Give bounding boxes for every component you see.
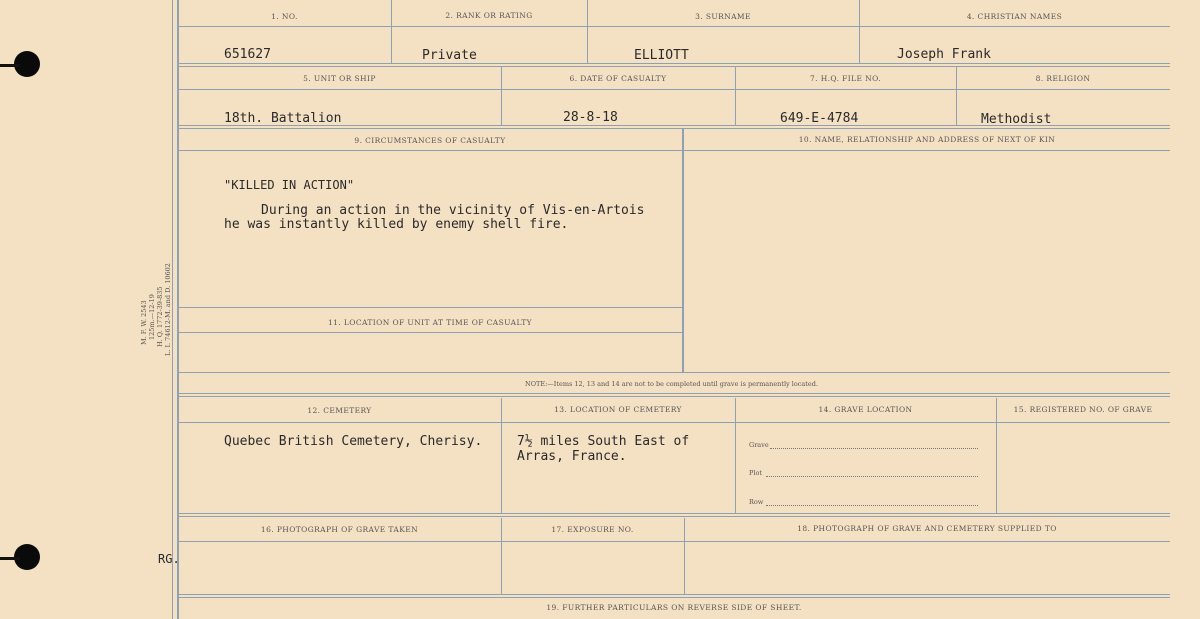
label-surname: 3. SURNAME <box>695 12 751 21</box>
value-circ-title: "KILLED IN ACTION" <box>224 178 355 192</box>
label-date: 6. DATE OF CASUALTY <box>569 74 667 83</box>
row1-div-1 <box>391 0 392 63</box>
row4-div-3 <box>996 398 997 514</box>
row-dotline <box>766 505 978 506</box>
punch-hole-top-bar <box>0 64 20 67</box>
label-exposure: 17. EXPOSURE NO. <box>551 525 634 534</box>
row4-div-2 <box>735 398 736 514</box>
row3-loc-sub <box>178 332 682 333</box>
value-circ-line2: he was instantly killed by enemy shell fire. <box>224 217 569 232</box>
note-text: NOTE:—Items 12, 13 and 14 are not to be completed until grave is permanently located. <box>525 380 818 388</box>
label-location-unit: 11. LOCATION OF UNIT AT TIME OF CASUALTY <box>328 318 532 327</box>
label-next-of-kin: 10. NAME, RELATIONSHIP AND ADDRESS OF NEXT OF KIN <box>798 135 1056 144</box>
value-cemetery: Quebec British Cemetery, Cherisy. <box>224 434 483 449</box>
label-religion: 8. RELIGION <box>1035 74 1091 83</box>
row4-sub-line <box>178 422 1170 423</box>
value-rank: Private <box>422 48 477 63</box>
label-hq-file: 7. H.Q. FILE NO. <box>809 74 882 83</box>
label-row: Row <box>749 498 764 506</box>
label-grave: Grave <box>749 441 769 449</box>
label-plot: Plot <box>749 469 762 477</box>
label-rank: 2. RANK OR RATING <box>445 11 533 20</box>
label-photo-taken: 16. PHOTOGRAPH OF GRAVE TAKEN <box>260 525 419 534</box>
row5-bottom-line <box>178 594 1170 598</box>
value-date: 28-8-18 <box>563 110 618 125</box>
side-print-1: M. F. W. 2543 <box>140 300 148 345</box>
side-print-4: L. I. 74612-M. and D. 10602 <box>164 263 172 356</box>
row3-sub-line <box>178 150 1170 151</box>
label-photo-supplied: 18. PHOTOGRAPH OF GRAVE AND CEMETERY SUPPLIED TO <box>797 524 1057 533</box>
row2-sub-line <box>178 89 1170 90</box>
row4-bottom-line <box>178 513 1170 517</box>
row3-bottom-line <box>178 372 1170 373</box>
value-circ-line1: During an action in the vicinity of Vis-en-Artois <box>261 203 645 218</box>
row1-sub-line <box>178 26 1170 27</box>
row3-center-div <box>682 129 684 372</box>
row5-sub-line <box>178 541 1170 542</box>
row4-div-1 <box>501 398 502 514</box>
value-christian: Joseph Frank <box>897 47 991 62</box>
row3-loc-top <box>178 307 682 308</box>
value-no: 651627 <box>224 47 271 62</box>
label-grave-location: 14. GRAVE LOCATION <box>818 405 913 414</box>
label-registered-no: 15. REGISTERED NO. OF GRAVE <box>1013 405 1153 414</box>
punch-hole-bottom-bar <box>0 557 20 560</box>
row1-bottom-line <box>178 63 1170 67</box>
label-unit: 5. UNIT OR SHIP <box>303 74 376 83</box>
value-surname: ELLIOTT <box>634 48 689 63</box>
value-unit: 18th. Battalion <box>224 111 342 126</box>
label-christian: 4. CHRISTIAN NAMES <box>966 12 1063 21</box>
value-loc-cem-line1: 7½ miles South East of <box>517 434 690 449</box>
label-no: 1. NO. <box>271 12 298 21</box>
note-bottom-line <box>178 393 1170 397</box>
grave-dotline <box>770 448 978 449</box>
value-loc-cem-line2: Arras, France. <box>517 449 627 464</box>
rg-mark: RG. <box>158 552 180 566</box>
label-further: 19. FURTHER PARTICULARS ON REVERSE SIDE OF SHEET. <box>546 603 802 612</box>
plot-dotline <box>766 476 978 477</box>
row1-div-3 <box>859 0 860 63</box>
value-religion: Methodist <box>981 112 1052 127</box>
left-margin-line-1 <box>172 0 173 619</box>
side-print-2: 125m.—12-19 <box>148 294 156 340</box>
side-print-3: H. Q. 1772-39-835 <box>156 286 164 347</box>
label-circumstances: 9. CIRCUMSTANCES OF CASUALTY <box>354 136 506 145</box>
label-location-cemetery: 13. LOCATION OF CEMETERY <box>554 405 682 414</box>
row1-div-2 <box>587 0 588 63</box>
value-hq-file: 649-E-4784 <box>780 111 859 126</box>
label-cemetery: 12. CEMETERY <box>307 406 372 415</box>
